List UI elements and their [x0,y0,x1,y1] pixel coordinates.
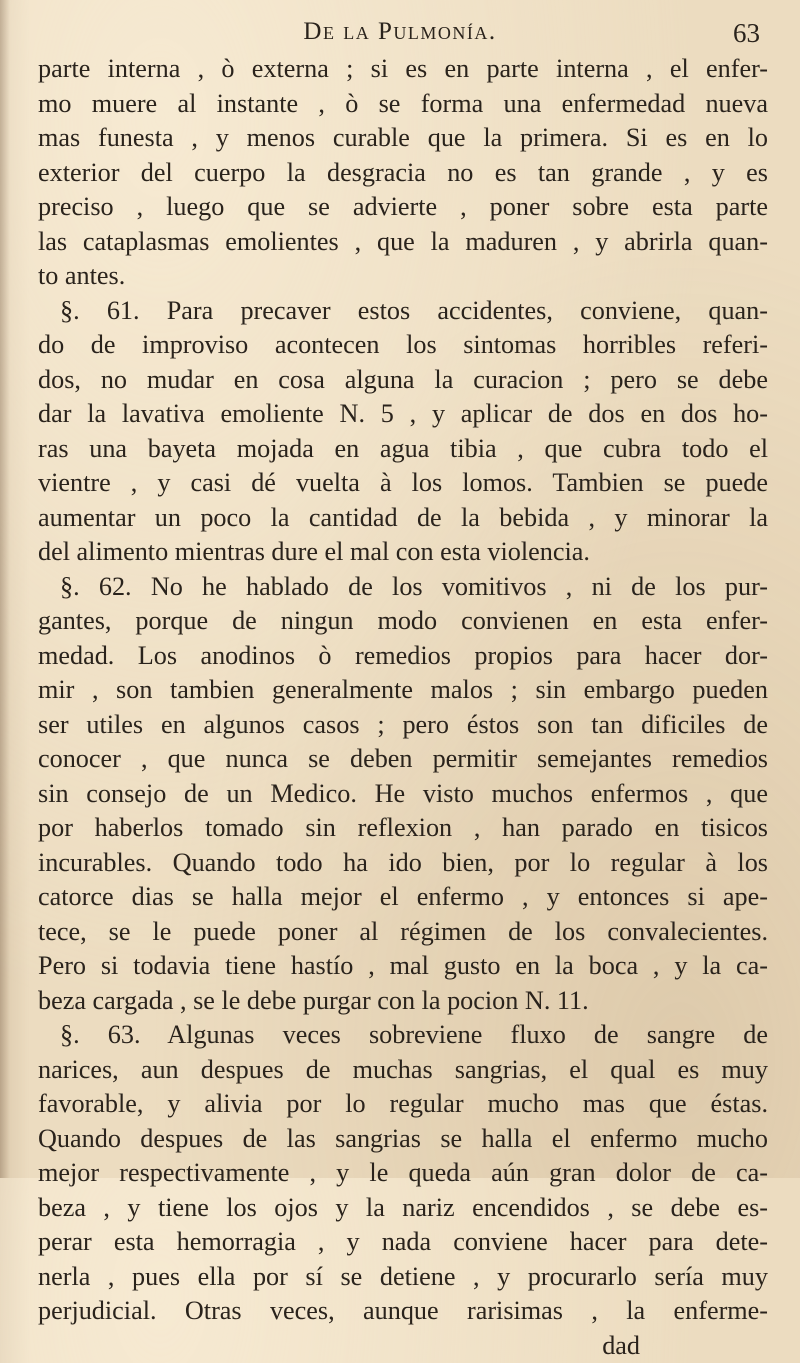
text-line: por haberlos tomado sin reflexion , han parado en tisicos [38,811,768,846]
text-line: §. 63. Algunas veces sobreviene fluxo de sangre de [38,1018,768,1053]
text-line: ras una bayeta mojada en agua tibia , que cubra todo el [38,432,768,467]
text-line: las cataplasmas emolientes , que la maduren , y abrirla quan- [38,225,768,260]
text-line: favorable, y alivia por lo regular mucho mas que éstas. [38,1087,768,1122]
text-line: do de improviso acontecen los sintomas horribles referi- [38,328,768,363]
body-text [38,52,768,1363]
text-line: conocer , que nunca se deben permitir semejantes remedios [38,742,768,777]
text-line: preciso , luego que se advierte , poner sobre esta parte [38,190,768,225]
page-header [40,12,760,52]
text-line: to antes. [38,259,768,294]
text-line: mejor respectivamente , y le queda aún gran dolor de ca- [38,1156,768,1191]
text-line: §. 62. No he hablado de los vomitivos , ni de los pur- [38,570,768,605]
text-line: mir , son tambien generalmente malos ; sin embargo pueden [38,673,768,708]
text-line: Pero si todavia tiene hastío , mal gusto en la boca , y la ca- [38,949,768,984]
text-line: gantes, porque de ningun modo convienen en esta enfer- [38,604,768,639]
text-line: narices, aun despues de muchas sangrias, el qual es muy [38,1053,768,1088]
text-line: mo muere al instante , ò se forma una enfermedad nueva [38,87,768,122]
text-line: dos, no mudar en cosa alguna la curacion ; pero se debe [38,363,768,398]
text-line: vientre , y casi dé vuelta à los lomos. Tambien se puede [38,466,768,501]
text-line: nerla , pues ella por sí se detiene , y procurarlo sería muy [38,1260,768,1295]
catchword: dad [38,1329,768,1363]
text-line: beza , y tiene los ojos y la nariz encendidos , se debe es- [38,1191,768,1226]
page-number: 63 [733,18,760,49]
text-line: mas funesta , y menos curable que la primera. Si es en lo [38,121,768,156]
text-line: §. 61. Para precaver estos accidentes, conviene, quan- [38,294,768,329]
running-title: De la Pulmonía. [40,18,760,46]
text-line: beza cargada , se le debe purgar con la pocion N. 11. [38,984,768,1019]
text-line: del alimento mientras dure el mal con esta violencia. [38,535,768,570]
text-line: incurables. Quando todo ha ido bien, por lo regular à los [38,846,768,881]
text-line: parte interna , ò externa ; si es en parte interna , el enfer- [38,52,768,87]
text-line: dar la lavativa emoliente N. 5 , y aplicar de dos en dos ho- [38,397,768,432]
text-line: sin consejo de un Medico. He visto muchos enfermos , que [38,777,768,812]
text-line: medad. Los anodinos ò remedios propios para hacer dor- [38,639,768,674]
text-line: exterior del cuerpo la desgracia no es tan grande , y es [38,156,768,191]
page-edge-shadow [0,0,10,1178]
text-line: Quando despues de las sangrias se halla el enfermo mucho [38,1122,768,1157]
text-line: perar esta hemorragia , y nada conviene hacer para dete- [38,1225,768,1260]
text-line: tece, se le puede poner al régimen de los convalecientes. [38,915,768,950]
text-line: aumentar un poco la cantidad de la bebida , y minorar la [38,501,768,536]
text-line: perjudicial. Otras veces, aunque rarisimas , la enferme- [38,1294,768,1329]
text-line: catorce dias se halla mejor el enfermo , y entonces si ape- [38,880,768,915]
text-line: ser utiles en algunos casos ; pero éstos son tan dificiles de [38,708,768,743]
